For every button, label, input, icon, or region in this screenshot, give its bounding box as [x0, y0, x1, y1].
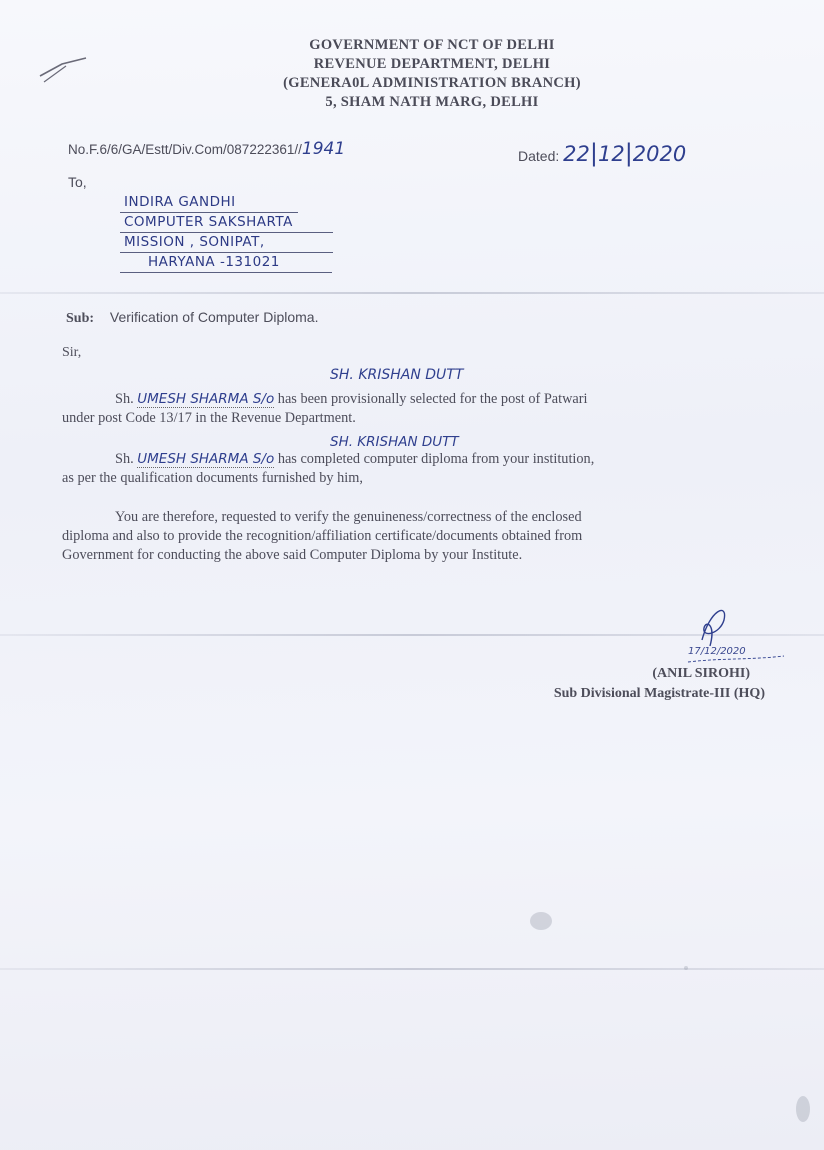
paper-smudge [796, 1096, 810, 1122]
para2-line1-rest: has completed computer diploma from your institution, [277, 451, 595, 467]
paragraph-3 [62, 508, 792, 565]
date-label: Dated: [518, 148, 560, 164]
para2-prefix: Sh. [115, 451, 134, 467]
paper-smudge [684, 966, 688, 970]
reference-number-text: No.F.6/6/GA/Estt/Div.Com/087222361// [68, 142, 302, 157]
letterhead-line-4: 5, SHAM NATH MARG, DELHI [325, 94, 539, 110]
letterhead-line-2: REVENUE DEPARTMENT, DELHI [313, 56, 551, 72]
para3-line-3: Government for conducting the above said Computer Diploma by your Institute. [62, 547, 523, 563]
signatory-name: (ANIL SIROHI) [652, 666, 750, 681]
para1-line1-rest: has been provisionally selected for the post of Patwari [274, 391, 588, 407]
letterhead-line-1: GOVERNMENT OF NCT OF DELHI [309, 37, 555, 53]
signature-block [465, 664, 765, 704]
date-month: 12 [597, 142, 625, 166]
para3-line-2: diploma and also to provide the recognition/affiliation certificate/documents obtained from [62, 528, 583, 544]
paragraph-1 [62, 390, 782, 428]
address-line-4: HARYANA -131021 [120, 253, 332, 273]
address-line-1: INDIRA GANDHI [120, 193, 298, 213]
para2-father-name: SH. KRISHAN DUTT [330, 434, 459, 450]
signatory-designation: Sub Divisional Magistrate-III (HQ) [553, 686, 765, 701]
date-sep-1: | [589, 139, 598, 167]
paragraph-2 [62, 450, 782, 488]
reference-number [68, 139, 345, 159]
para1-line-2: under post Code 13/17 in the Revenue Department. [62, 410, 356, 426]
subject-line [66, 309, 318, 327]
para1-prefix: Sh. [115, 391, 134, 407]
recipient-address [120, 193, 333, 273]
handwritten-signature [680, 600, 790, 668]
para2-line-1 [62, 450, 782, 469]
salutation: Sir, [62, 345, 82, 360]
address-line-3: MISSION , SONIPAT, [120, 233, 333, 253]
paper-fold-upper [0, 292, 824, 294]
para3-line-1: You are therefore, requested to verify the genuineness/correctness of the enclosed [115, 509, 582, 525]
reference-handwritten-suffix: 1941 [301, 139, 346, 159]
subject-label: Sub: [66, 311, 95, 326]
paper-fold-lower [0, 968, 824, 970]
para1-father-name: SH. KRISHAN DUTT [330, 367, 464, 383]
date-sep-2: | [624, 139, 633, 167]
letterhead-line-3: (GENERA0L ADMINISTRATION BRANCH) [283, 75, 581, 91]
to-label: To, [68, 174, 87, 190]
subject-text: Verification of Computer Diploma. [109, 309, 319, 325]
paper-smudge [530, 912, 552, 930]
date-line [518, 139, 686, 167]
address-line-2: COMPUTER SAKSHARTA [120, 213, 333, 233]
signature-date-scribble: 17/12/2020 [688, 646, 746, 657]
para1-line-1 [62, 390, 782, 409]
letterhead [0, 36, 824, 112]
para1-candidate-name: UMESH SHARMA S/o [137, 391, 275, 407]
para2-candidate-name: UMESH SHARMA S/o [137, 451, 275, 467]
date-year: 2020 [632, 142, 687, 166]
date-day: 22 [563, 142, 590, 166]
para2-line-2: as per the qualification documents furnished by him, [62, 470, 363, 486]
